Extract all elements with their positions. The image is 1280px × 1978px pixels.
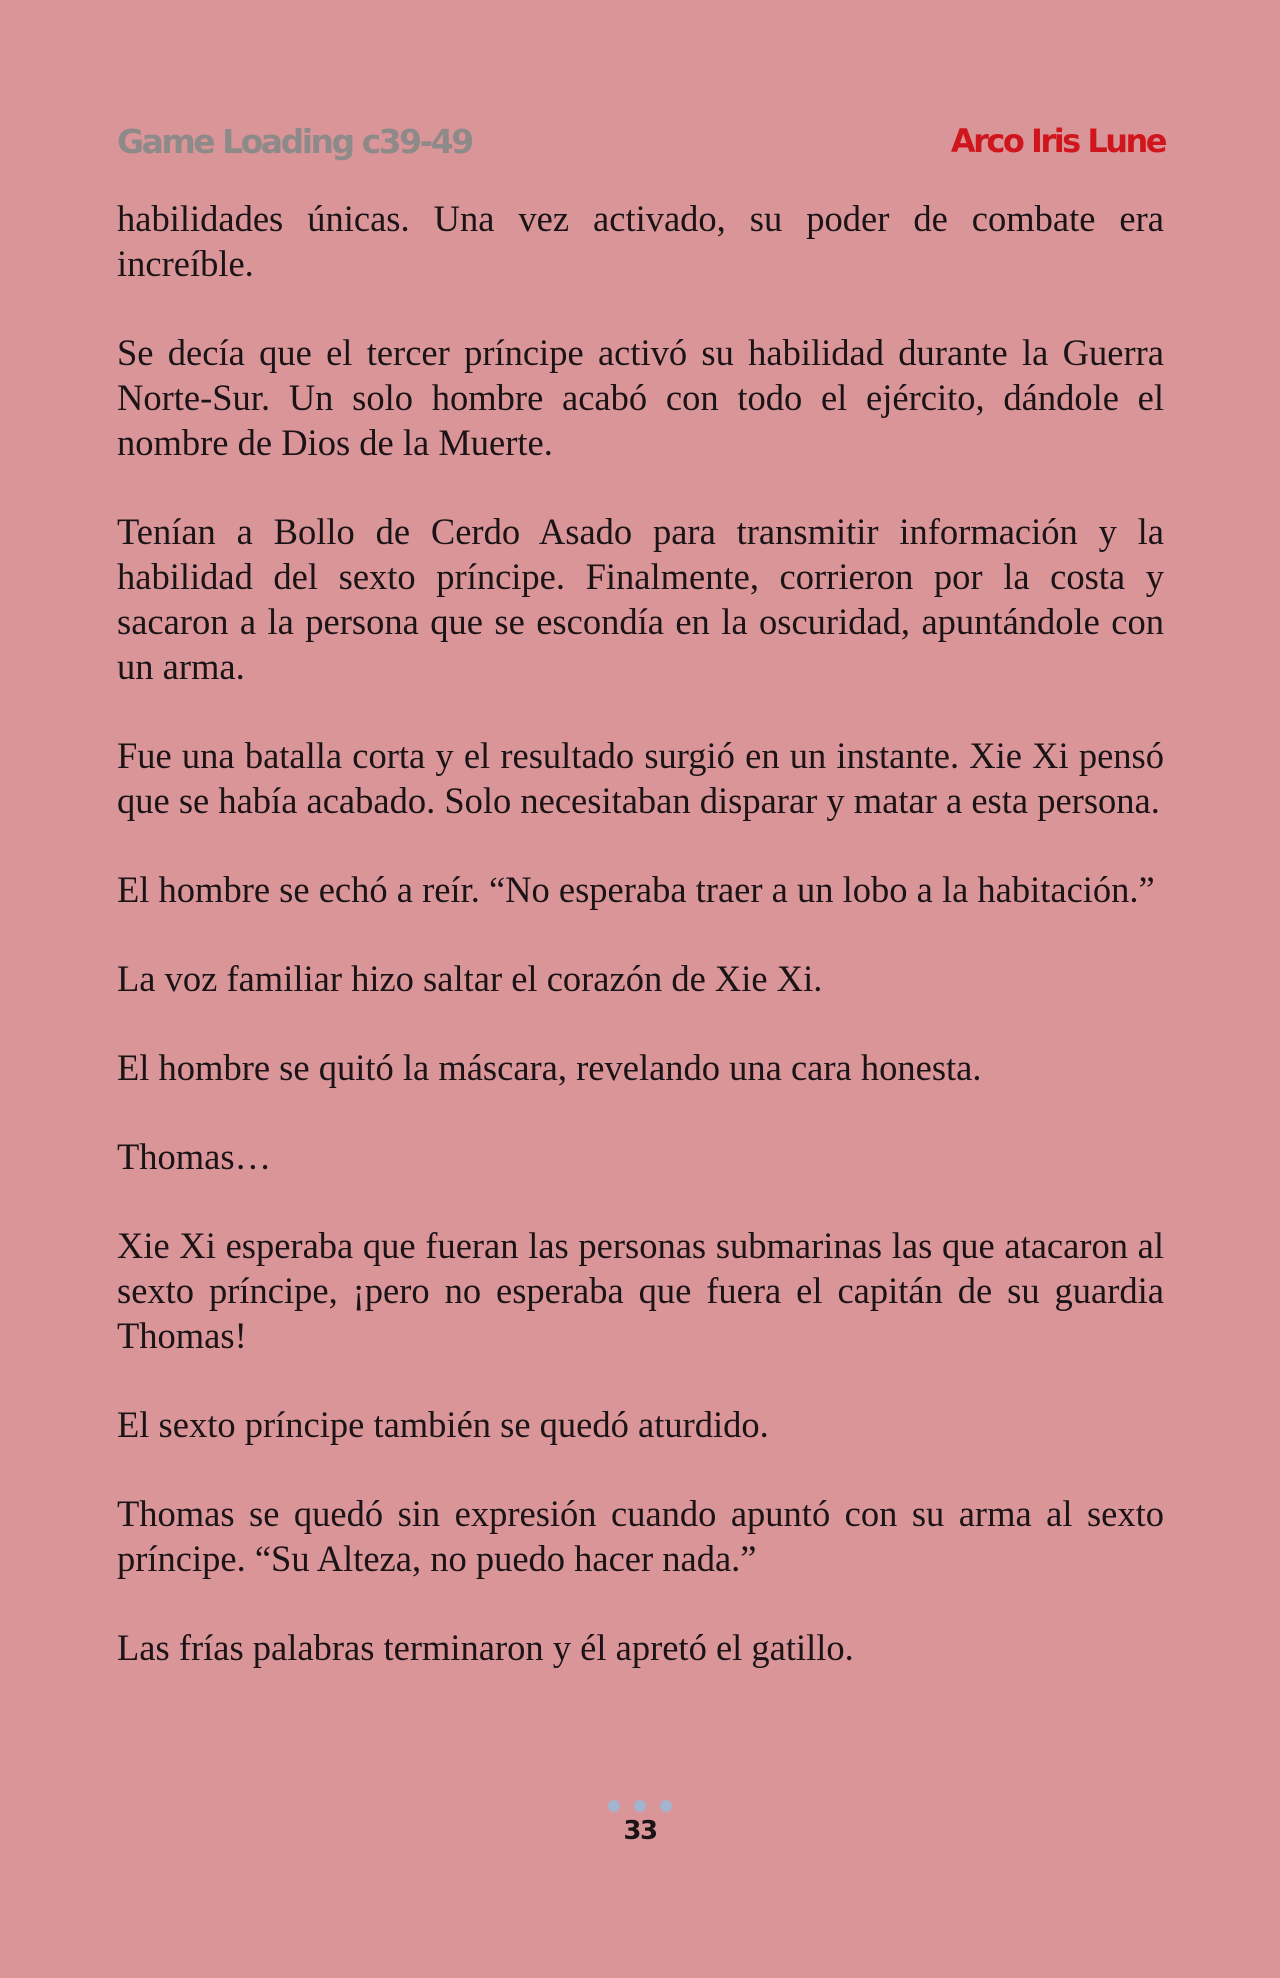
translator-header: Arco Iris Lune (950, 122, 1165, 160)
paragraph: Xie Xi esperaba que fueran las personas submarinas las que atacaron al sexto príncipe, ¡pero no esperaba que fuera el capitán de su guardia Thomas! (117, 1225, 1164, 1356)
paragraph: El sexto príncipe también se quedó aturdido. (117, 1404, 769, 1445)
paragraph: El hombre se quitó la máscara, revelando una cara honesta. (117, 1047, 982, 1088)
running-header (117, 118, 1165, 164)
paragraph: La voz familiar hizo saltar el corazón de Xie Xi. (117, 958, 823, 999)
paragraph: Thomas se quedó sin expresión cuando apuntó con su arma al sexto príncipe. “Su Alteza, no puedo hacer nada.” (117, 1493, 1164, 1579)
dot-icon (660, 1800, 672, 1812)
decorative-dots (0, 1800, 1280, 1814)
paragraph: Se decía que el tercer príncipe activó su habilidad durante la Guerra Norte-Sur. Un solo hombre acabó con todo el ejército, dándole el nombre de Dios de la Muerte. (117, 332, 1164, 463)
paragraph: Tenían a Bollo de Cerdo Asado para transmitir información y la habilidad del sexto príncipe. Finalmente, corrieron por la costa y sacaron a la persona que se escondía en la oscuridad, apuntándole con un arma. (117, 511, 1164, 687)
paragraph: El hombre se echó a reír. “No esperaba traer a un lobo a la habitación.” (117, 869, 1155, 910)
paragraph: Las frías palabras terminaron y él apretó el gatillo. (117, 1627, 854, 1668)
paragraph: habilidades únicas. Una vez activado, su poder de combate era increíble. (117, 198, 1164, 284)
paragraph: Thomas… (117, 1136, 272, 1177)
page-footer (0, 1800, 1280, 1846)
page-number: 33 (623, 1816, 657, 1846)
dot-icon (634, 1800, 646, 1812)
paragraph: Fue una batalla corta y el resultado surgió en un instante. Xie Xi pensó que se había acabado. Solo necesitaban disparar y matar a esta persona. (117, 735, 1164, 821)
book-title-header: Game Loading c39-49 (117, 121, 472, 161)
page-body (117, 196, 1164, 1714)
dot-icon (608, 1800, 620, 1812)
